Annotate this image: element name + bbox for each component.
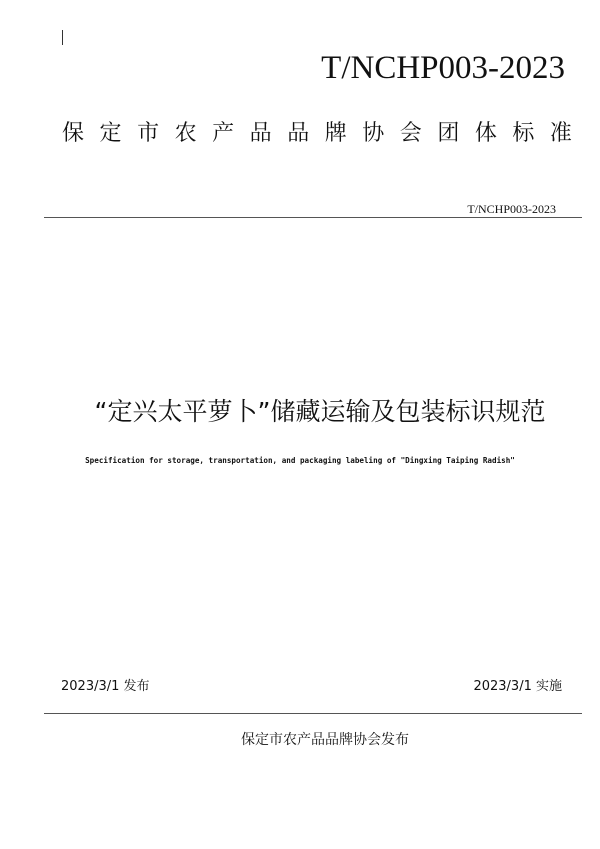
organization-char: 团 [437,121,460,146]
organization-char: 协 [362,121,385,146]
organization-char: 会 [399,121,422,146]
organization-char: 农 [174,121,197,146]
organization-char: 准 [549,121,572,146]
organization-char: 产 [212,121,235,146]
organization-char: 品 [249,121,272,146]
organization-char: 市 [137,121,160,146]
publish-date: 2023/3/1 发布 [61,679,150,694]
bottom-divider [44,713,582,714]
publisher: 保定市农产品品牌协会发布 [241,732,409,748]
document-title: “定兴太平萝卜”储藏运输及包装标识规范 [94,397,546,426]
organization-char: 定 [99,121,122,146]
organization-char: 牌 [324,121,347,146]
organization-char: 标 [512,121,535,146]
implement-date: 2023/3/1 实施 [473,679,562,694]
organization-char: 品 [287,121,310,146]
document-title-english: Specification for storage, transportation, and packaging labeling of "Dingxing Taiping Radish" [85,456,515,465]
organization-char: 体 [474,121,497,146]
standard-code-small: T/NCHP003-2023 [467,202,556,216]
organization-char: 保 [62,121,85,146]
corner-mark [62,30,63,45]
top-divider [44,217,582,218]
organization-standard-heading [62,116,572,147]
standard-code: T/NCHP003-2023 [321,50,565,86]
